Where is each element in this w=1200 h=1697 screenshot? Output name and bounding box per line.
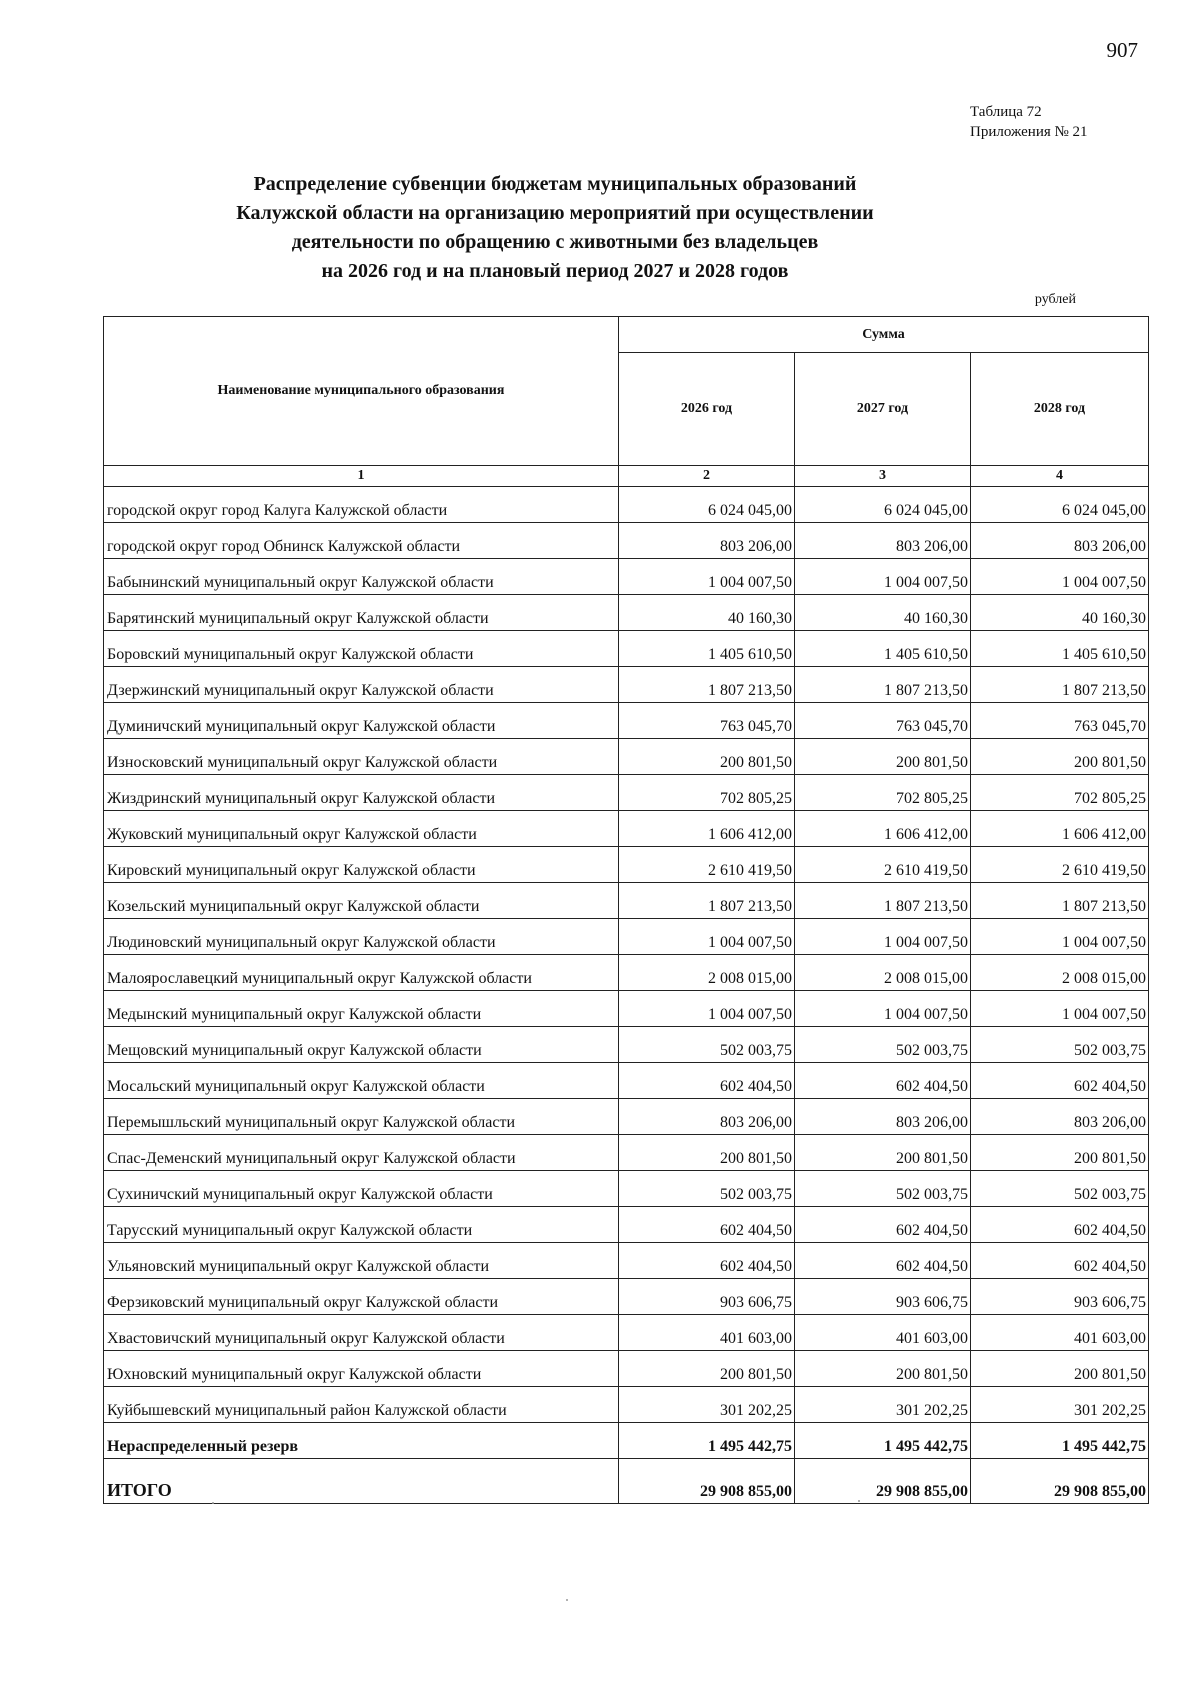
table-row [104,991,1149,1027]
table-row [104,703,1149,739]
value-2027: 803 206,00 [795,1099,971,1135]
row-name: Ферзиковский муниципальный округ Калужской области [104,1279,619,1315]
value-2027: 1 606 412,00 [795,811,971,847]
column-number: 4 [971,466,1149,487]
table-row [104,1171,1149,1207]
value-2027: 602 404,50 [795,1207,971,1243]
value-2027: 200 801,50 [795,1135,971,1171]
value-2028: 602 404,50 [971,1063,1149,1099]
value-2026: 401 603,00 [619,1315,795,1351]
value-2026: 200 801,50 [619,739,795,775]
row-name: Козельский муниципальный округ Калужской области [104,883,619,919]
row-name: Износковский муниципальный округ Калужской области [104,739,619,775]
row-name: Жиздринский муниципальный округ Калужской области [104,775,619,811]
value-2026: 1 004 007,50 [619,919,795,955]
table-row [104,1351,1149,1387]
total-row [104,1459,1149,1504]
row-name: городской округ город Обнинск Калужской области [104,523,619,559]
value-2026: 602 404,50 [619,1063,795,1099]
value-2028: 502 003,75 [971,1027,1149,1063]
row-name: Жуковский муниципальный округ Калужской области [104,811,619,847]
value-2028: 903 606,75 [971,1279,1149,1315]
value-2027: 1 807 213,50 [795,883,971,919]
header-year-2027: 2027 год [795,353,971,466]
total-2027: 29 908 855,00 [795,1459,971,1504]
value-2026: 40 160,30 [619,595,795,631]
header-municipality-name: Наименование муниципального образования [104,317,619,466]
value-2026: 803 206,00 [619,1099,795,1135]
caption-appendix: Приложения № 21 [970,124,1088,140]
row-name: Куйбышевский муниципальный район Калужской области [104,1387,619,1423]
table-row [104,1387,1149,1423]
total-2026: 29 908 855,00 [619,1459,795,1504]
value-2026: 2 610 419,50 [619,847,795,883]
value-2027: 602 404,50 [795,1243,971,1279]
value-2027: 1 004 007,50 [795,559,971,595]
table-caption [970,102,1088,142]
value-2027: 200 801,50 [795,739,971,775]
value-2026: 200 801,50 [619,1135,795,1171]
table-row [104,955,1149,991]
value-2028: 200 801,50 [971,1135,1149,1171]
value-2026: 301 202,25 [619,1387,795,1423]
value-2028: 2 008 015,00 [971,955,1149,991]
table-row [104,1207,1149,1243]
value-2028: 1 495 442,75 [971,1423,1149,1459]
value-2026: 763 045,70 [619,703,795,739]
value-2028: 502 003,75 [971,1171,1149,1207]
value-2026: 200 801,50 [619,1351,795,1387]
table-body [104,487,1149,1504]
value-2026: 502 003,75 [619,1027,795,1063]
row-name: городской округ город Калуга Калужской области [104,487,619,523]
value-2027: 1 807 213,50 [795,667,971,703]
row-name: Сухиничский муниципальный округ Калужской области [104,1171,619,1207]
table-row [104,1315,1149,1351]
row-name: Нераспределенный резерв [104,1423,619,1459]
value-2027: 6 024 045,00 [795,487,971,523]
table-row [104,595,1149,631]
caption-table-number: Таблица 72 [970,104,1042,120]
title-line: деятельности по обращению с животными без владельцев [291,231,819,253]
table-row [104,1027,1149,1063]
table-row [104,559,1149,595]
value-2027: 1 495 442,75 [795,1423,971,1459]
table-row [104,1279,1149,1315]
row-name: Кировский муниципальный округ Калужской области [104,847,619,883]
value-2027: 602 404,50 [795,1063,971,1099]
header-year-2026: 2026 год [619,353,795,466]
table-row [104,883,1149,919]
value-2028: 1 004 007,50 [971,919,1149,955]
table-header [104,317,1149,487]
table-row [104,775,1149,811]
row-name: Мосальский муниципальный округ Калужской области [104,1063,619,1099]
row-name: Дзержинский муниципальный округ Калужской области [104,667,619,703]
value-2027: 401 603,00 [795,1315,971,1351]
value-2027: 1 405 610,50 [795,631,971,667]
table-row [104,811,1149,847]
table-row [104,667,1149,703]
row-name: Хвастовичский муниципальный округ Калужской области [104,1315,619,1351]
column-number-row [104,466,1149,487]
value-2028: 763 045,70 [971,703,1149,739]
column-number: 3 [795,466,971,487]
value-2028: 6 024 045,00 [971,487,1149,523]
title-line: на 2026 год и на плановый период 2027 и 2028 годов [321,260,789,282]
value-2028: 200 801,50 [971,739,1149,775]
table-row [104,919,1149,955]
row-name: Думиничский муниципальный округ Калужской области [104,703,619,739]
value-2027: 803 206,00 [795,523,971,559]
value-2028: 301 202,25 [971,1387,1149,1423]
table-row [104,1243,1149,1279]
value-2027: 2 610 419,50 [795,847,971,883]
value-2027: 301 202,25 [795,1387,971,1423]
value-2028: 1 807 213,50 [971,667,1149,703]
row-name: Медынский муниципальный округ Калужской области [104,991,619,1027]
header-sum: Сумма [619,317,1149,353]
row-name: Мещовский муниципальный округ Калужской области [104,1027,619,1063]
value-2028: 1 405 610,50 [971,631,1149,667]
subvention-table-container [103,316,1148,1504]
value-2028: 200 801,50 [971,1351,1149,1387]
value-2028: 2 610 419,50 [971,847,1149,883]
row-name: Перемышльский муниципальный округ Калужской области [104,1099,619,1135]
value-2027: 903 606,75 [795,1279,971,1315]
value-2026: 602 404,50 [619,1207,795,1243]
value-2028: 1 807 213,50 [971,883,1149,919]
page-number: 907 [1106,38,1138,62]
value-2028: 40 160,30 [971,595,1149,631]
value-2026: 602 404,50 [619,1243,795,1279]
row-name: Спас-Деменский муниципальный округ Калужской области [104,1135,619,1171]
value-2028: 1 606 412,00 [971,811,1149,847]
column-number: 1 [104,466,619,487]
table-row [104,1099,1149,1135]
value-2027: 502 003,75 [795,1027,971,1063]
value-2028: 702 805,25 [971,775,1149,811]
value-2027: 763 045,70 [795,703,971,739]
value-2026: 502 003,75 [619,1171,795,1207]
subvention-table [103,316,1149,1504]
value-2027: 200 801,50 [795,1351,971,1387]
value-2026: 1 004 007,50 [619,559,795,595]
scan-speck [858,1500,860,1502]
value-2026: 1 495 442,75 [619,1423,795,1459]
title-line: Распределение субвенции бюджетам муниципальных образований [253,173,857,195]
value-2026: 702 805,25 [619,775,795,811]
row-name: Людиновский муниципальный округ Калужской области [104,919,619,955]
unit-label: рублей [1034,292,1076,307]
value-2028: 602 404,50 [971,1207,1149,1243]
value-2026: 1 606 412,00 [619,811,795,847]
reserve-row [104,1423,1149,1459]
value-2027: 1 004 007,50 [795,919,971,955]
table-row [104,631,1149,667]
scan-speck [566,1599,568,1601]
table-row [104,523,1149,559]
value-2026: 6 024 045,00 [619,487,795,523]
table-row [104,739,1149,775]
value-2026: 2 008 015,00 [619,955,795,991]
value-2027: 1 004 007,50 [795,991,971,1027]
table-row [104,1135,1149,1171]
value-2028: 602 404,50 [971,1243,1149,1279]
value-2026: 803 206,00 [619,523,795,559]
row-name: Малоярославецкий муниципальный округ Калужской области [104,955,619,991]
value-2026: 1 807 213,50 [619,883,795,919]
row-name: Барятинский муниципальный округ Калужской области [104,595,619,631]
value-2026: 903 606,75 [619,1279,795,1315]
table-row [104,487,1149,523]
row-name: Тарусский муниципальный округ Калужской области [104,1207,619,1243]
value-2026: 1 405 610,50 [619,631,795,667]
column-number: 2 [619,466,795,487]
document-title [150,170,960,286]
value-2027: 702 805,25 [795,775,971,811]
value-2028: 1 004 007,50 [971,559,1149,595]
value-2027: 2 008 015,00 [795,955,971,991]
row-name: Ульяновский муниципальный округ Калужской области [104,1243,619,1279]
value-2026: 1 004 007,50 [619,991,795,1027]
value-2027: 40 160,30 [795,595,971,631]
value-2027: 502 003,75 [795,1171,971,1207]
row-name: ИТОГО [104,1459,619,1504]
value-2026: 1 807 213,50 [619,667,795,703]
value-2028: 803 206,00 [971,1099,1149,1135]
header-year-2028: 2028 год [971,353,1149,466]
table-row [104,847,1149,883]
row-name: Юхновский муниципальный округ Калужской области [104,1351,619,1387]
value-2028: 401 603,00 [971,1315,1149,1351]
table-row [104,1063,1149,1099]
title-line: Калужской области на организацию мероприятий при осуществлении [236,202,874,224]
scan-speck [212,1502,214,1504]
value-2028: 803 206,00 [971,523,1149,559]
total-2028: 29 908 855,00 [971,1459,1149,1504]
row-name: Боровский муниципальный округ Калужской области [104,631,619,667]
row-name: Бабынинский муниципальный округ Калужской области [104,559,619,595]
value-2028: 1 004 007,50 [971,991,1149,1027]
